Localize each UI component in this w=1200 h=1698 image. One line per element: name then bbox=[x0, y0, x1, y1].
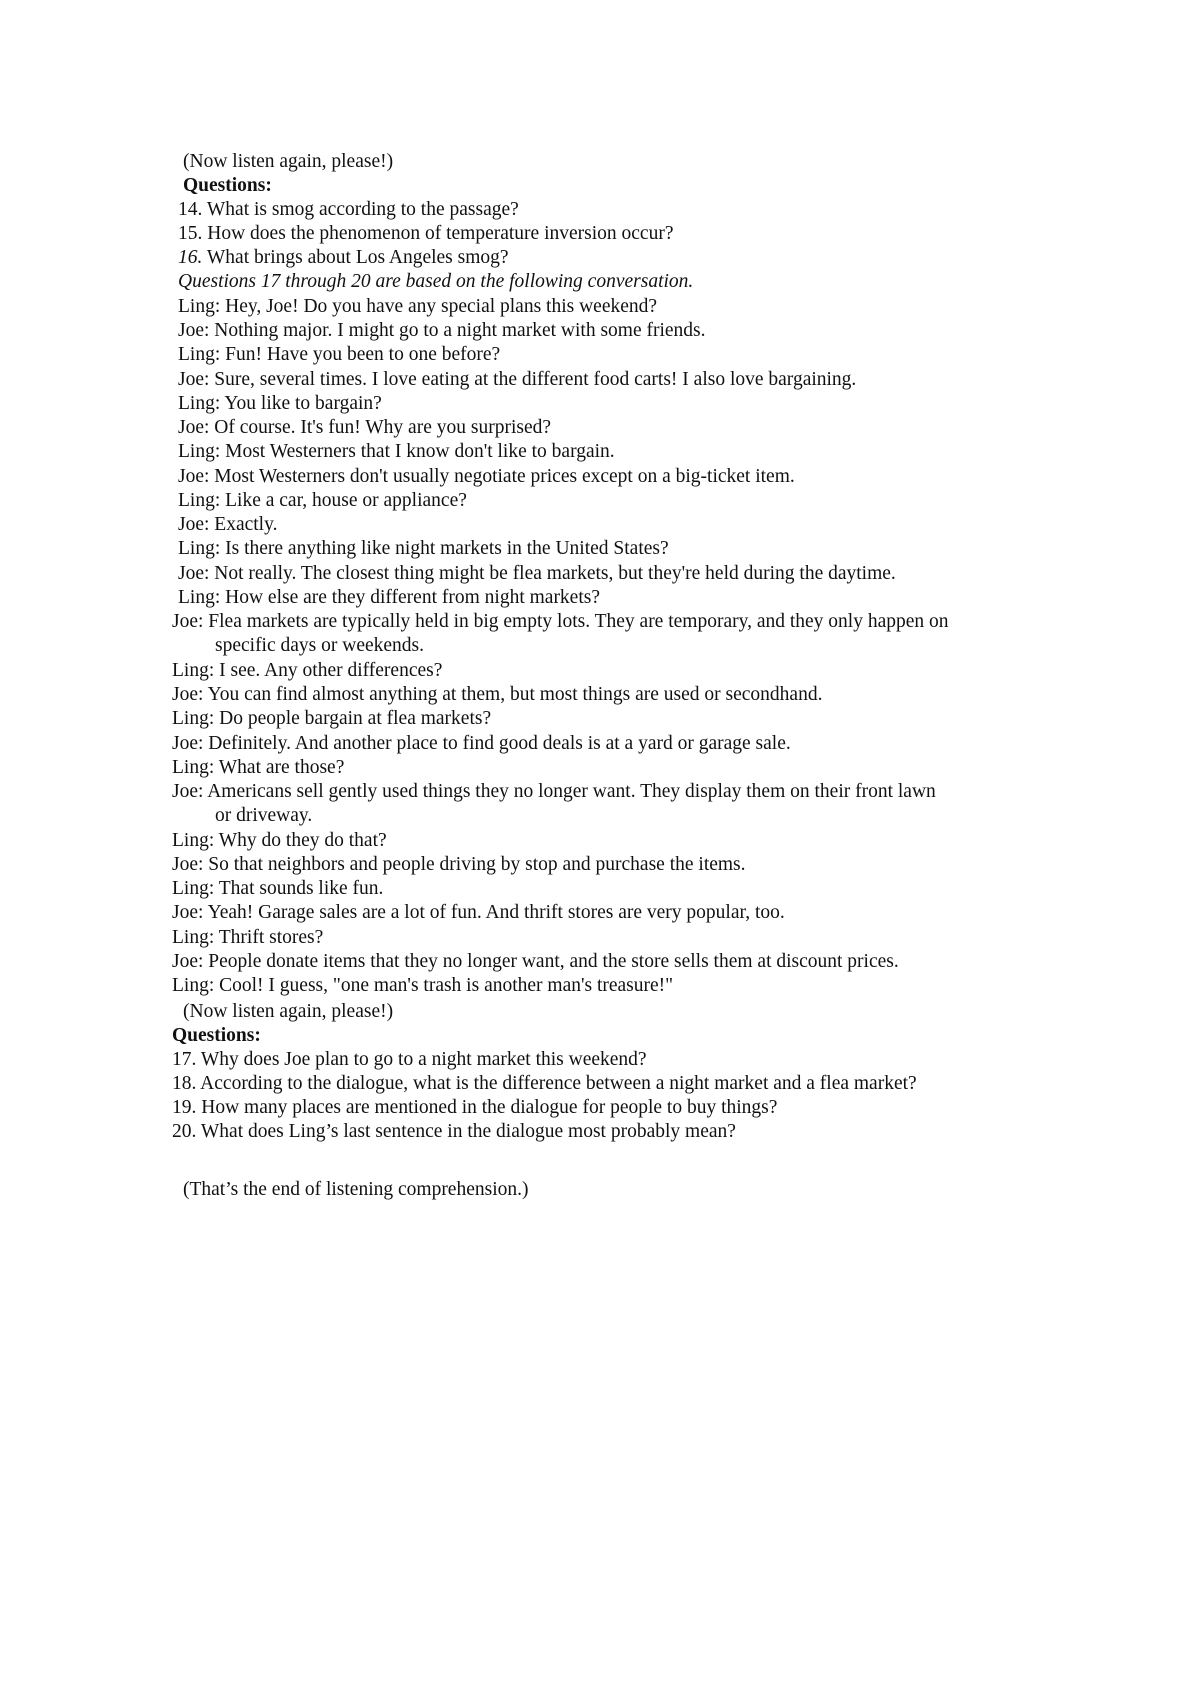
dialogue-line-continued: specific days or weekends. bbox=[215, 635, 425, 656]
dialogue-line: Joe: People donate items that they no longer want, and the store sells them at discount prices. bbox=[172, 951, 899, 972]
dialogue-line: Ling: Most Westerners that I know don't like to bargain. bbox=[178, 441, 615, 462]
dialogue-line: Ling: Do people bargain at flea markets? bbox=[172, 708, 492, 729]
dialogue-line: Ling: That sounds like fun. bbox=[172, 878, 384, 899]
question-20: 20. What does Ling’s last sentence in the dialogue most probably mean? bbox=[172, 1121, 736, 1142]
dialogue-line: Ling: Fun! Have you been to one before? bbox=[178, 344, 501, 365]
dialogue-line: Ling: Cool! I guess, "one man's trash is another man's treasure!" bbox=[172, 975, 674, 996]
dialogue-line: Joe: Yeah! Garage sales are a lot of fun. And thrift stores are very popular, too. bbox=[172, 902, 785, 923]
question-19: 19. How many places are mentioned in the dialogue for people to buy things? bbox=[172, 1097, 778, 1118]
conversation-intro: Questions 17 through 20 are based on the following conversation. bbox=[178, 271, 694, 292]
end-note: (That’s the end of listening comprehension.) bbox=[183, 1179, 529, 1200]
dialogue-line: Joe: Sure, several times. I love eating at the different food carts! I also love bargaining. bbox=[178, 369, 857, 390]
question-14: 14. What is smog according to the passage? bbox=[178, 199, 519, 220]
question-16 bbox=[178, 246, 509, 270]
question-17: 17. Why does Joe plan to go to a night market this weekend? bbox=[172, 1049, 647, 1070]
dialogue-line: Joe: Flea markets are typically held in big empty lots. They are temporary, and they only happen on bbox=[172, 611, 949, 632]
question-16-number: 16. bbox=[178, 247, 203, 268]
dialogue-line: Joe: You can find almost anything at them, but most things are used or secondhand. bbox=[172, 684, 823, 705]
question-18: 18. According to the dialogue, what is the difference between a night market and a flea market? bbox=[172, 1073, 917, 1094]
dialogue-line: Joe: Definitely. And another place to find good deals is at a yard or garage sale. bbox=[172, 733, 791, 754]
dialogue-line: Joe: Nothing major. I might go to a night market with some friends. bbox=[178, 320, 706, 341]
dialogue-line: Ling: Is there anything like night markets in the United States? bbox=[178, 538, 669, 559]
dialogue-line: Ling: Like a car, house or appliance? bbox=[178, 490, 467, 511]
dialogue-line: Joe: Of course. It's fun! Why are you surprised? bbox=[178, 417, 552, 438]
question-16-text: What brings about Los Angeles smog? bbox=[202, 247, 509, 268]
dialogue-line: Joe: Americans sell gently used things they no longer want. They display them on their front lawn bbox=[172, 781, 936, 802]
dialogue-line-continued: or driveway. bbox=[215, 805, 313, 826]
questions-heading: Questions: bbox=[183, 175, 272, 196]
dialogue-line: Ling: Hey, Joe! Do you have any special plans this weekend? bbox=[178, 296, 658, 317]
dialogue-line: Ling: Why do they do that? bbox=[172, 830, 387, 851]
dialogue-line: Ling: What are those? bbox=[172, 757, 345, 778]
dialogue-line: Ling: You like to bargain? bbox=[178, 393, 382, 414]
dialogue-line: Ling: I see. Any other differences? bbox=[172, 660, 443, 681]
listen-again-note: (Now listen again, please!) bbox=[183, 1001, 394, 1022]
dialogue-line: Joe: So that neighbors and people driving by stop and purchase the items. bbox=[172, 854, 746, 875]
dialogue-line: Joe: Exactly. bbox=[178, 514, 278, 535]
question-15: 15. How does the phenomenon of temperature inversion occur? bbox=[178, 223, 674, 244]
dialogue-line: Ling: How else are they different from night markets? bbox=[178, 587, 601, 608]
dialogue-line: Joe: Most Westerners don't usually negotiate prices except on a big-ticket item. bbox=[178, 466, 795, 487]
dialogue-line: Joe: Not really. The closest thing might be flea markets, but they're held during the daytime. bbox=[178, 563, 896, 584]
dialogue-line: Ling: Thrift stores? bbox=[172, 927, 324, 948]
listen-again-note: (Now listen again, please!) bbox=[183, 151, 394, 172]
questions-heading: Questions: bbox=[172, 1025, 261, 1046]
